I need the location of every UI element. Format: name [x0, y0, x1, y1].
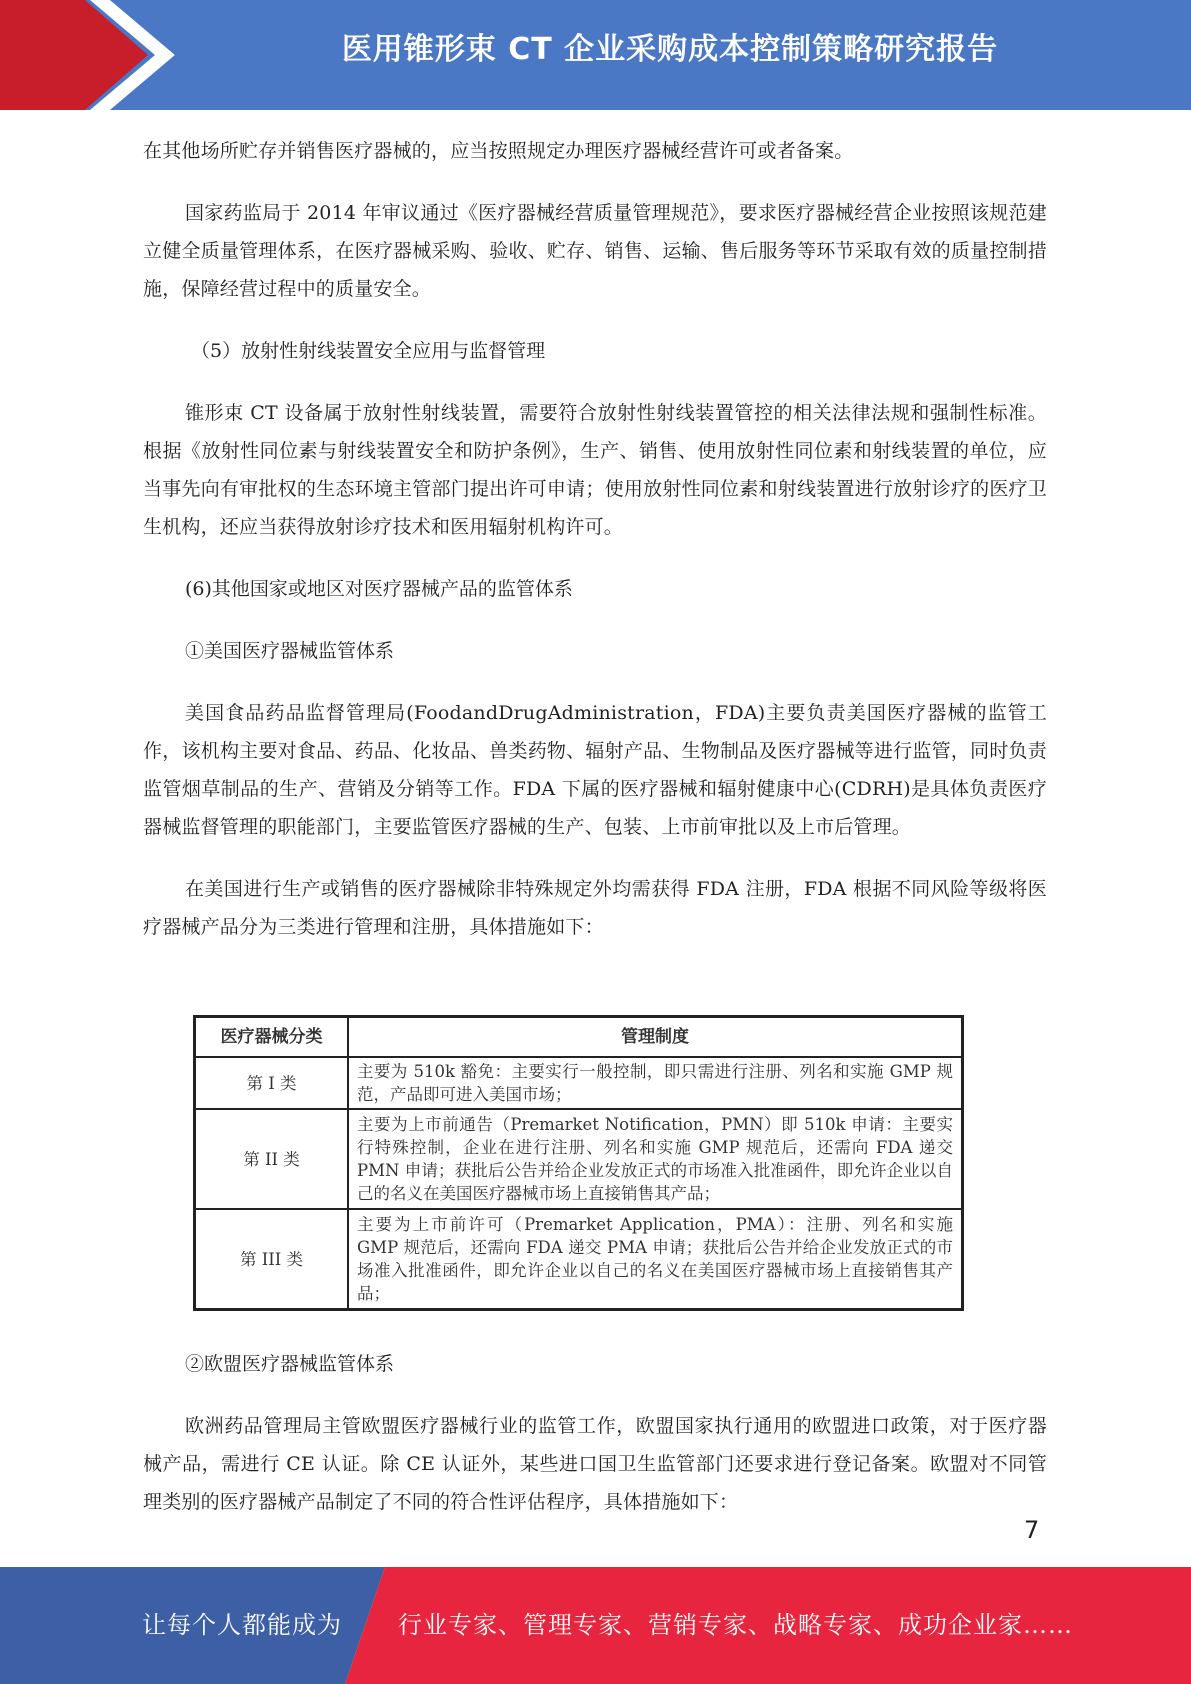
paragraph: 在美国进行生产或销售的医疗器械除非特殊规定外均需获得 FDA 注册，FDA 根据不同风险等级将医疗器械产品分为三类进行管理和注册，具体措施如下： — [143, 878, 1047, 938]
table-header-cell: 管理制度 — [348, 1017, 963, 1058]
table-cell-description: 主要为上市前通告（Premarket Notification，PMN）即 510k 申请：主要实行特殊控制，企业在进行注册、列名和实施 GMP 规范后，还需向 FDA 递交 PMN 申请；获批后公告并给企业发放正式的市场准入批准函件，即允许企业以自己的名义在美国医疗器械市场上直接销售其产品； — [348, 1109, 963, 1209]
page-footer — [0, 1567, 1191, 1684]
paragraph: 美国食品药品监督管理局(FoodandDrugAdministration，FDA)主要负责美国医疗器械的监管工作，该机构主要对食品、药品、化妆品、兽类药物、辐射产品、生物制品及医疗器械等进行监管，同时负责监管烟草制品的生产、营销及分销等工作。FDA 下属的医疗器械和辐射健康中心(CDRH)是具体负责医疗器械监督管理的职能部门，主要监管医疗器械的生产、包装、上市前审批以及上市后管理。 — [143, 702, 1047, 838]
subsection-heading: ②欧盟医疗器械监管体系 — [185, 1353, 395, 1375]
table-header-row — [195, 1017, 963, 1058]
table-cell-category: 第 I 类 — [195, 1057, 349, 1109]
page-header — [0, 0, 1191, 110]
table-row — [195, 1109, 963, 1209]
section-heading: （5）放射性射线装置安全应用与监督管理 — [191, 340, 546, 362]
document-body — [143, 132, 1047, 946]
paragraph: 在其他场所贮存并销售医疗器械的，应当按照规定办理医疗器械经营许可或者备案。 — [143, 140, 854, 162]
paragraph: 锥形束 CT 设备属于放射性射线装置，需要符合放射性射线装置管控的相关法律法规和强制性标准。根据《放射性同位素与射线装置安全和防护条例》，生产、销售、使用放射性同位素和射线装置的单位，应当事先向有审批权的生态环境主管部门提出许可申请；使用放射性同位素和射线装置进行放射诊疗的医疗卫生机构，还应当获得放射诊疗技术和医用辐射机构许可。 — [143, 402, 1047, 538]
fda-classification-table — [193, 1015, 964, 1311]
document-body-continued — [143, 1345, 1047, 1521]
section-heading: (6)其他国家或地区对医疗器械产品的监管体系 — [185, 578, 573, 600]
table-cell-category: 第 III 类 — [195, 1209, 349, 1310]
paragraph: 欧洲药品管理局主管欧盟医疗器械行业的监管工作，欧盟国家执行通用的欧盟进口政策，对于医疗器械产品，需进行 CE 认证。除 CE 认证外，某些进口国卫生监管部门还要求进行登记备案。欧盟对不同管理类别的医疗器械产品制定了不同的符合性评估程序，具体措施如下： — [143, 1415, 1047, 1513]
table-cell-description: 主要为上市前许可（Premarket Application，PMA）：注册、列名和实施 GMP 规范后，还需向 FDA 递交 PMA 申请；获批后公告并给企业发放正式的市场准入批准函件，即允许企业以自己的名义在美国医疗器械市场上直接销售其产品； — [348, 1209, 963, 1310]
table-cell-category: 第 II 类 — [195, 1109, 349, 1209]
paragraph: 国家药监局于 2014 年审议通过《医疗器械经营质量管理规范》，要求医疗器械经营企业按照该规范建立健全质量管理体系，在医疗器械采购、验收、贮存、销售、运输、售后服务等环节采取有效的质量控制措施，保障经营过程中的质量安全。 — [143, 202, 1047, 300]
footer-slogan-right: 行业专家、管理专家、营销专家、战略专家、成功企业家…… — [398, 1611, 1073, 1639]
page-number: 7 — [1024, 1516, 1040, 1544]
table-row — [195, 1209, 963, 1310]
subsection-heading: ①美国医疗器械监管体系 — [185, 640, 395, 662]
report-title: 医用锥形束 CT 企业采购成本控制策略研究报告 — [341, 32, 999, 67]
table-cell-description: 主要为 510k 豁免：主要实行一般控制，即只需进行注册、列名和实施 GMP 规范，产品即可进入美国市场； — [348, 1057, 963, 1109]
table-header-cell: 医疗器械分类 — [195, 1017, 349, 1058]
footer-slogan-left: 让每个人都能成为 — [142, 1611, 342, 1639]
table-row — [195, 1057, 963, 1109]
